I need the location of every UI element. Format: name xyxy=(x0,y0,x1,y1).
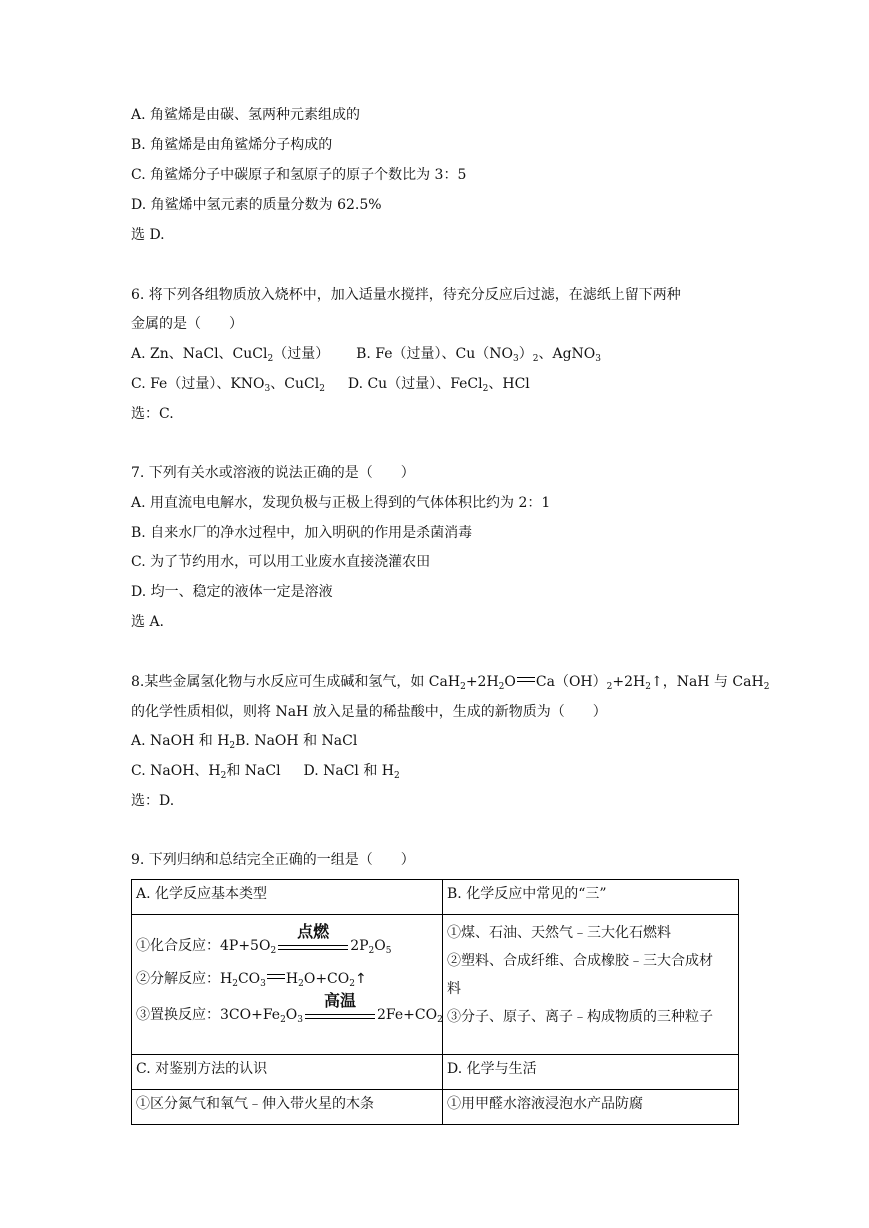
reaction-condition-arrow: 高温 xyxy=(305,1006,375,1022)
gas-arrow-icon: ↑ xyxy=(354,971,367,987)
cell-b-title: B. 化学反应中常见的“三” xyxy=(443,880,739,915)
reaction-condition-arrow: 点燃 xyxy=(278,937,348,953)
equals-sign-icon xyxy=(517,677,535,682)
cell-c-title: C. 对鉴别方法的认识 xyxy=(132,1055,443,1090)
q6-option-b: B. Fe（过量）、$Cu(NO_3)_2$、AgNO$_3$ xyxy=(356,346,602,364)
q9-stem: 9. 下列归纳和总结完全正确的一组是（ ） xyxy=(131,852,415,868)
q6-option-c: C. Fe（过量）、$KNO_3$、CuCl$_2$ xyxy=(131,376,325,394)
reaction-combination: ①化合反应：$4P+5O_2$ 点燃 $2P_2O_5$ xyxy=(136,922,392,956)
q8-option-d: D. NaCl 和 $H_2$ xyxy=(303,763,400,781)
q5-option-a: A. 角鲨烯是由碳、氢两种元素组成的 xyxy=(131,107,361,123)
cell-c-content: ①区分氮气和氧气﹣伸入带火星的木条 xyxy=(132,1090,443,1125)
q8-stem-line-2: 的化学性质相似，则将 NaH 放入足量的稀盐酸中，生成的新物质为（ ） xyxy=(131,704,607,720)
equals-sign-icon xyxy=(267,974,285,979)
q8-stem-line-1: 8.某些金属氢化物与水反应可生成碱和氢气，如 $CaH_2+2H_2O$ $Ca(OH)_2+2H_2↑$，NaH 与 CaH$_2$ xyxy=(131,674,770,692)
cell-a-title: A. 化学反应基本类型 xyxy=(132,880,443,915)
q5-option-c: C. 角鲨烯分子中碳原子和氢原子的原子个数比为 3：5 xyxy=(131,167,467,183)
q5-option-b: B. 角鲨烯是由角鲨烯分子构成的 xyxy=(131,137,333,153)
reaction-decomposition: ②分解反应：$H_2CO_3$ $H_2O+CO_2↑$ xyxy=(136,971,367,989)
cell-d-title: D. 化学与生活 xyxy=(443,1055,739,1090)
q6-options-ab xyxy=(131,345,601,363)
synthetic-materials-item: ②塑料、合成纤维、合成橡胶﹣三大合成材 xyxy=(447,953,713,969)
q7-stem: 7. 下列有关水或溶液的说法正确的是（ ） xyxy=(131,465,415,481)
q6-stem-line-1: 6. 将下列各组物质放入烧杯中，加入适量水搅拌，待充分反应后过滤，在滤纸上留下两种 xyxy=(131,287,681,303)
q6-answer: 选：C. xyxy=(131,406,174,422)
cell-d-content: ①用甲醛水溶液浸泡水产品防腐 xyxy=(443,1090,739,1125)
q5-answer: 选 D. xyxy=(131,227,165,243)
q6-option-a: A. Zn、NaCl、CuCl$_2$（过量） xyxy=(131,346,330,364)
q7-option-c: C. 为了节约用水，可以用工业废水直接浇灌农田 xyxy=(131,554,431,570)
q6-option-d: D. Cu（过量）、FeCl$_2$、HCl xyxy=(347,376,530,394)
q9-summary-table xyxy=(131,879,739,1125)
q8-options-cd xyxy=(131,762,400,780)
q8-option-c: C. NaOH、$H_2$和 NaCl xyxy=(131,763,281,781)
fossil-fuels-item: ①煤、石油、天然气﹣三大化石燃料 xyxy=(447,925,671,941)
q5-option-d: D. 角鲨烯中氢元素的质量分数为 62.5% xyxy=(131,197,382,213)
cell-b-content xyxy=(443,915,739,1055)
q8-answer: 选：D. xyxy=(131,793,175,809)
q7-option-a: A. 用直流电电解水，发现负极与正极上得到的气体体积比约为 2：1 xyxy=(131,495,551,511)
q6-options-cd xyxy=(131,375,530,393)
q7-answer: 选 A. xyxy=(131,614,165,630)
reaction-displacement: ③置换反应：$3CO+Fe_2O_3$ 高温 $2Fe+CO_2$ xyxy=(136,991,443,1025)
particles-item: ③分子、原子、离子﹣构成物质的三种粒子 xyxy=(447,1009,713,1025)
q7-option-b: B. 自来水厂的净水过程中，加入明矾的作用是杀菌消毒 xyxy=(131,525,473,541)
q7-option-d: D. 均一、稳定的液体一定是溶液 xyxy=(131,584,333,600)
q6-stem-line-2: 金属的是（ ） xyxy=(131,316,243,332)
q8-option-a: A. NaOH 和 $H_2$ xyxy=(131,733,236,751)
q8-options-ab xyxy=(131,732,357,750)
synthetic-materials-item-cont: 料 xyxy=(447,981,461,997)
cell-a-content xyxy=(132,915,443,1055)
q8-option-b: B. NaOH 和 NaCl xyxy=(235,733,358,749)
